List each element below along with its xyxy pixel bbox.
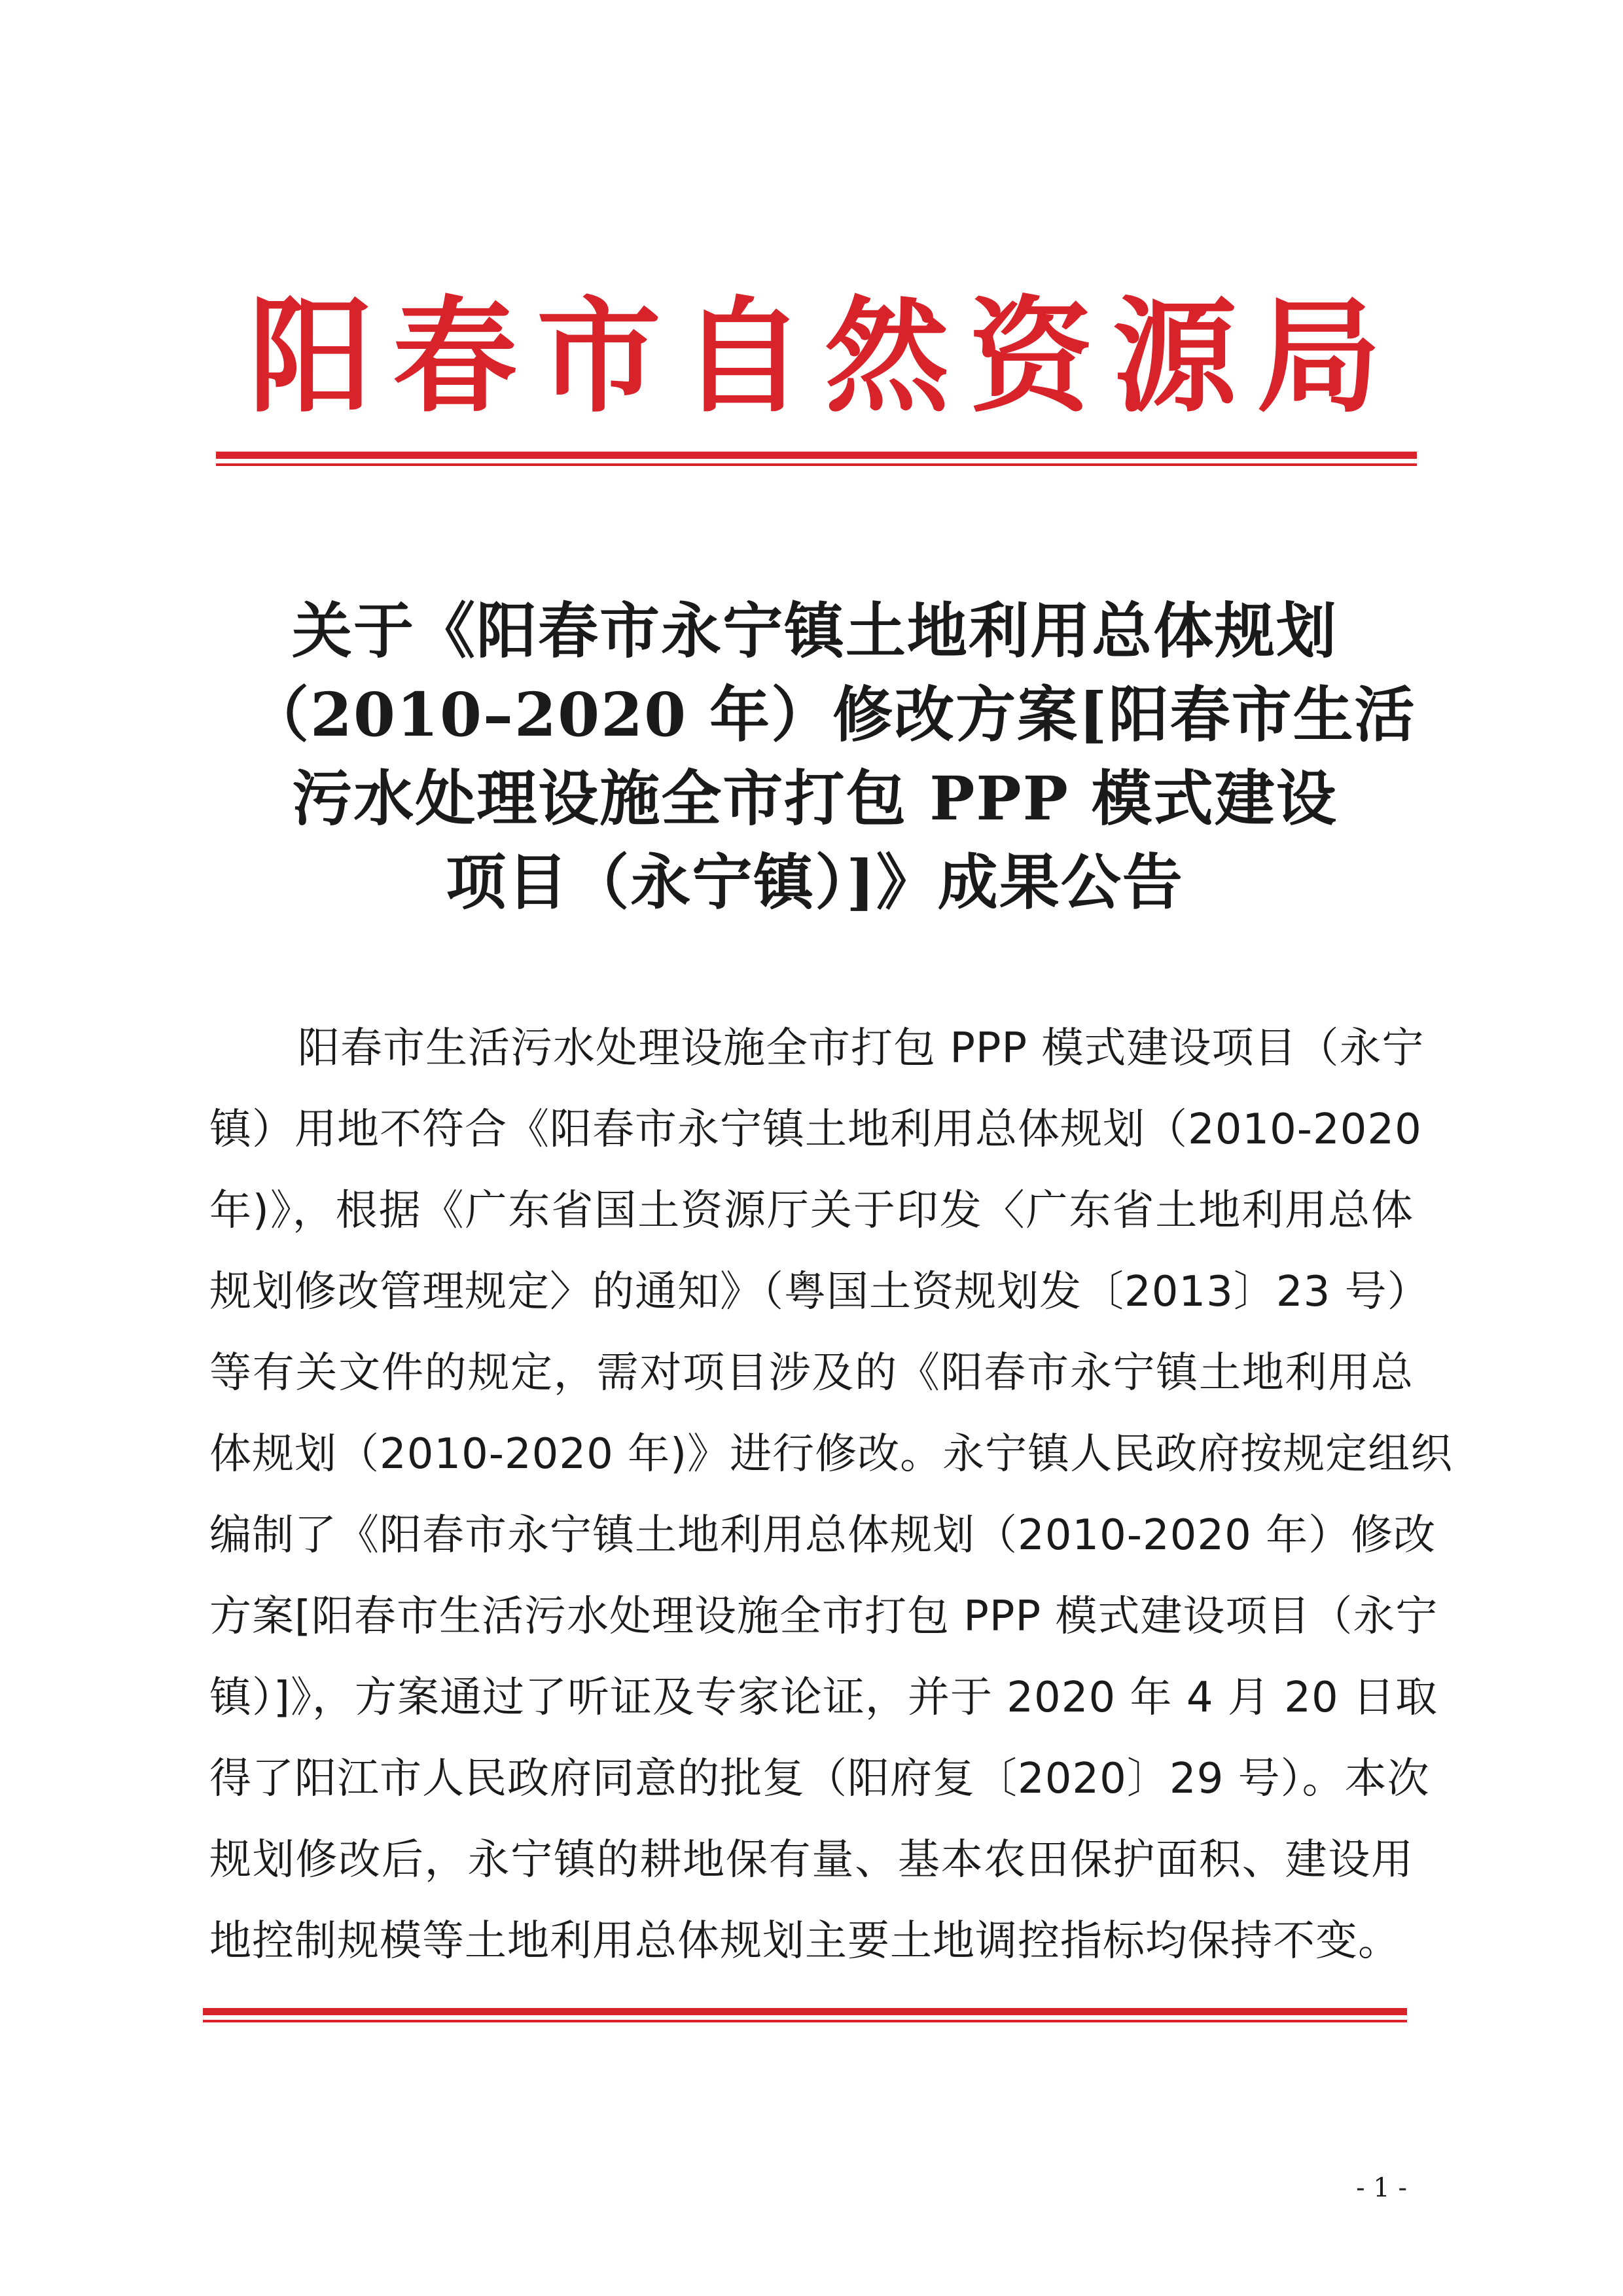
body-line: 规划修改后，永宁镇的耕地保有量、基本农田保护面积、建设用 <box>209 1836 1414 1884</box>
header-char: 然 <box>824 283 949 429</box>
body-line: 阳春市生活污水处理设施全市打包 PPP 模式建设项目（永宁 <box>298 1024 1425 1073</box>
body-line: 镇）用地不符合《阳春市永宁镇土地利用总体规划（2010-2020 <box>209 1105 1422 1154</box>
divider-thick-line <box>216 452 1417 459</box>
divider-thin-line <box>203 2020 1407 2022</box>
page-number: - 1 - <box>1356 2173 1407 2203</box>
title-line: 关于《阳春市永宁镇土地利用总体规划 <box>291 596 1338 666</box>
divider-thick-line <box>203 2008 1407 2015</box>
header-char: 市 <box>536 283 661 429</box>
document-title <box>249 589 1416 924</box>
body-line: 年)》，根据《广东省国土资源厅关于印发〈广东省土地利用总体 <box>209 1187 1414 1235</box>
title-line: （2010–2020 年）修改方案[阳春市生活 <box>249 679 1416 750</box>
body-line: 编制了《阳春市永宁镇土地利用总体规划（2010-2020 年）修改 <box>209 1511 1436 1560</box>
body-line: 方案[阳春市生活污水处理设施全市打包 PPP 模式建设项目（永宁 <box>209 1592 1438 1641</box>
body-line: 体规划（2010-2020 年)》进行修改。永宁镇人民政府按规定组织 <box>209 1430 1454 1479</box>
header-char: 局 <box>1256 283 1381 429</box>
header-char: 资 <box>968 283 1093 429</box>
divider-thin-line <box>216 463 1417 466</box>
issuing-authority-header <box>242 281 1387 432</box>
footer-red-divider <box>203 2008 1407 2022</box>
header-char: 源 <box>1112 283 1237 429</box>
announcement-body <box>209 1008 1454 1982</box>
header-char: 春 <box>392 283 517 429</box>
body-line: 规划修改管理规定〉的通知》（粤国土资规划发〔2013〕23 号） <box>209 1268 1430 1316</box>
body-line: 镇）]》，方案通过了听证及专家论证，并于 2020 年 4 月 20 日取 <box>209 1674 1438 1722</box>
body-line: 等有关文件的规定，需对项目涉及的《阳春市永宁镇土地利用总 <box>209 1349 1414 1397</box>
body-line: 得了阳江市人民政府同意的批复（阳府复〔2020〕29 号）。本次 <box>209 1755 1430 1803</box>
header-char: 阳 <box>248 283 373 429</box>
title-line: 项目（永宁镇）]》成果公告 <box>446 847 1184 918</box>
title-line: 污水处理设施全市打包 PPP 模式建设 <box>292 763 1338 834</box>
body-line: 地控制规模等土地利用总体规划主要土地调控指标均保持不变。 <box>209 1917 1400 1965</box>
header-red-divider <box>216 452 1417 466</box>
header-char: 自 <box>680 283 805 429</box>
